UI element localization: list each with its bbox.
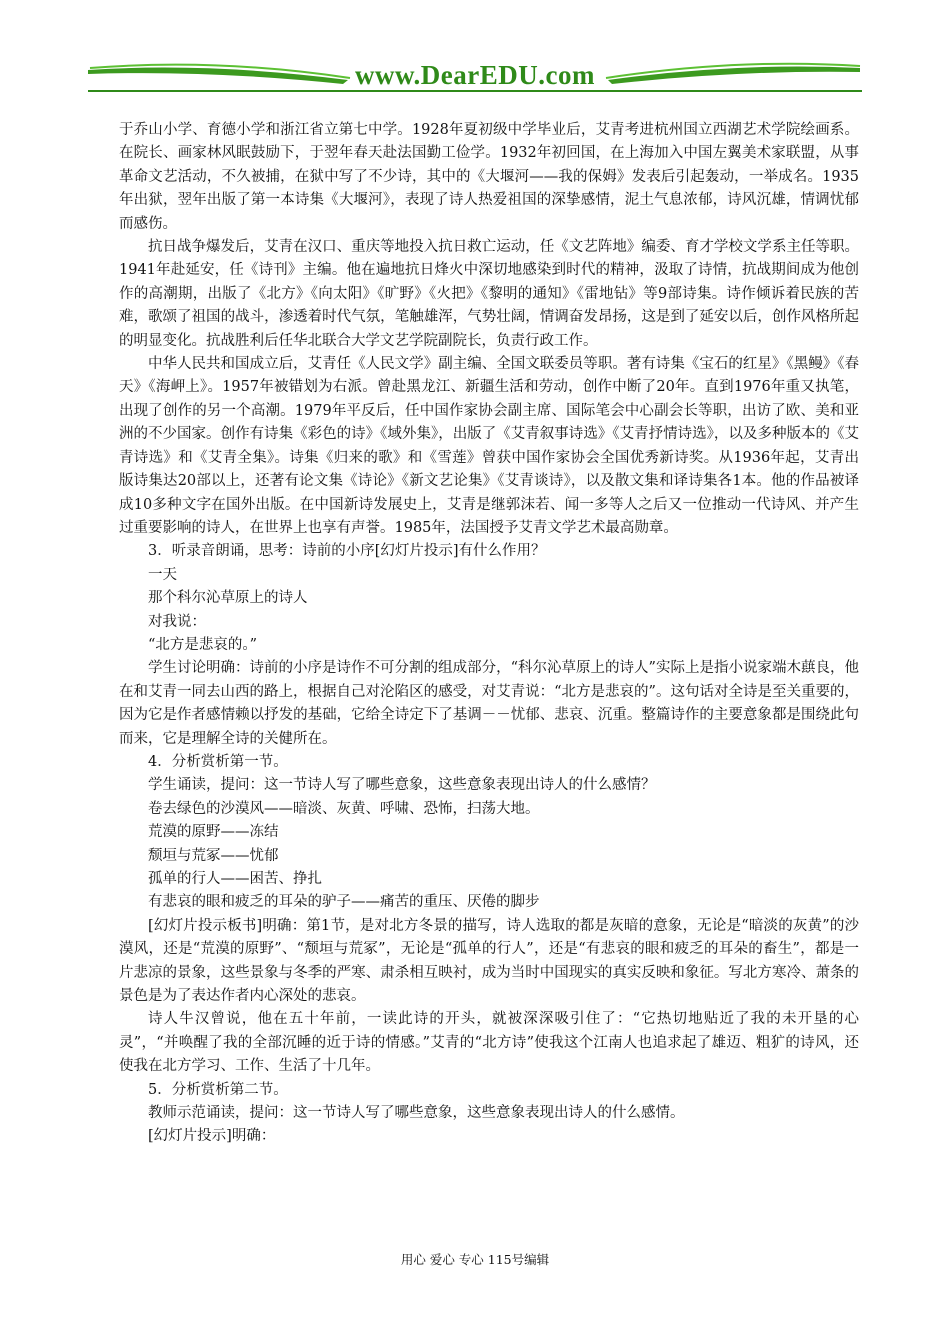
paragraph: 中华人民共和国成立后，艾青任《人民文学》副主编、全国文联委员等职。著有诗集《宝石的红星》《黑鳗》《春天》《海岬上》。1957年被错划为右派。曾赴黑龙江、新疆生活和劳动，创作中断了20年。直到1976年重又执笔，出现了创作的另一个高潮。1979年平反后，任中国作家协会副主席、国际笔会中心副会长等职，出访了欧、美和亚洲的不少国家。创作有诗集《彩色的诗》《域外集》，出版了《艾青叙事诗选》《艾青抒情诗选》，以及多种版本的《艾青诗选》和《艾青全集》。诗集《归来的歌》和《雪莲》曾获中国作家协会全国优秀新诗奖。从1936年起，艾青出版诗集达20部以上，还著有论文集《诗论》《新文艺论集》《艾青谈诗》，以及散文集和译诗集各1本。他的作品被译成10多种文字在国外出版。在中国新诗发展史上，艾青是继郭沫若、闻一多等人之后又一位推动一代诗风、并产生过重要影响的诗人，在世界上也享有声誉。1985年，法国授予艾青文学艺术最高勋章。 (119, 356, 859, 536)
paragraph: 荒漠的原野——冻结 (148, 824, 279, 841)
paragraph: 4．分析赏析第一节。 (148, 753, 288, 770)
paragraph: 孤单的行人——困苦、挣扎 (148, 871, 322, 887)
paragraph: 抗日战争爆发后，艾青在汉口、重庆等地投入抗日救亡运动，任《文艺阵地》编委、育才学校文学系主任等职。1941年赴延安，任《诗刊》主编。他在遍地抗日烽火中深切地感染到时代的精神，汲取了诗情，抗战期间成为他创作的高潮期，出版了《北方》《向太阳》《旷野》《火把》《黎明的通知》《雷地钻》等9部诗集。诗作倾诉着民族的苦难，歌颂了祖国的战斗，渗透着时代气氛，笔触雄浑，气势壮阔，情调奋发昂扬，这是到了延安以后，创作风格所起的明显变化。抗战胜利后任华北联合大学文艺学院副院长，负责行政工作。 (119, 239, 859, 349)
paragraph: [幻灯片投示]明确： (148, 1128, 276, 1145)
paragraph: 对我说： (148, 613, 206, 630)
paragraph: 卷去绿色的沙漠风——暗淡、灰黄、呼啸、恐怖，扫荡大地。 (148, 800, 540, 817)
paragraph: 诗人牛汉曾说，他在五十年前，一读此诗的开头，就被深深吸引住了：“它热切地贴近了我的未开垦的心灵”，“并唤醒了我的全部沉睡的近于诗的情感。”艾青的“北方诗”使我这个江南人也追求起了雄迈、粗犷的诗风，还使我在北方学习、工作、生活了十几年。 (119, 1011, 859, 1075)
paragraph: 一天 (148, 566, 177, 583)
paragraph: 有悲哀的眼和疲乏的耳朵的驴子——痛苦的重压、厌倦的脚步 (148, 894, 540, 911)
paragraph: 颓垣与荒冢——忧郁 (148, 847, 279, 864)
paragraph: 学生诵读，提问：这一节诗人写了哪些意象，这些意象表现出诗人的什么感情？ (148, 777, 656, 794)
paragraph: 学生讨论明确：诗前的小序是诗作不可分割的组成部分，“科尔沁草原上的诗人”实际上是指小说家端木蕻良，他在和艾青一同去山西的路上，根据自己对沦陷区的感受，对艾青说：“北方是悲哀的”。这句话对全诗是至关重要的，因为它是作者感情赖以抒发的基础，它给全诗定下了基调－－忧郁、悲哀、沉重。整篇诗作的主要意象都是围绕此句而来，它是理解全诗的关健所在。 (119, 660, 859, 747)
paragraph: 3．听录音朗诵，思考：诗前的小序[幻灯片投示]有什么作用？ (148, 543, 546, 560)
page-footer: 用心 爱心 专心 115号编辑 (400, 1252, 550, 1267)
paragraph: 教师示范诵读，提问：这一节诗人写了哪些意象，这些意象表现出诗人的什么感情。 (148, 1105, 685, 1122)
site-header (88, 56, 862, 96)
site-logo-text: www.DearEDU.com (355, 60, 595, 90)
paragraph: “北方是悲哀的。” (148, 636, 258, 653)
paragraph: 5．分析赏析第二节。 (148, 1081, 288, 1098)
paragraph: [幻灯片投示板书]明确：第1节，是对北方冬景的描写，诗人选取的都是灰暗的意象，无论是“暗淡的灰黄”的沙漠风，还是“荒漠的原野”、“颓垣与荒冢”，无论是“孤单的行人”，还是“有悲哀的眼和疲乏的耳朵的畜生”，都是一片悲凉的景象，这些景象与冬季的严寒、肃杀相互映衬，成为当时中国现实的真实反映和象征。写北方寒冷、萧条的景色是为了表达作者内心深处的悲哀。 (119, 917, 859, 1005)
paragraph: 那个科尔沁草原上的诗人 (148, 590, 308, 607)
document-body (119, 119, 859, 1149)
paragraph: 于乔山小学、育德小学和浙江省立第七中学。1928年夏初级中学毕业后，艾青考进杭州国立西湖艺术学院绘画系。在院长、画家林风眠鼓励下，于翌年春天赴法国勤工俭学。1932年初回国，在上海加入中国左翼美术家联盟，从事革命文艺活动，不久被捕，在狱中写了不少诗，其中的《大堰河——我的保姆》发表后引起轰动，一举成名。1935年出狱，翌年出版了第一本诗集《大堰河》，表现了诗人热爱祖国的深挚感情，泥土气息浓郁，诗风沉雄，情调忧郁而感伤。 (119, 122, 859, 232)
